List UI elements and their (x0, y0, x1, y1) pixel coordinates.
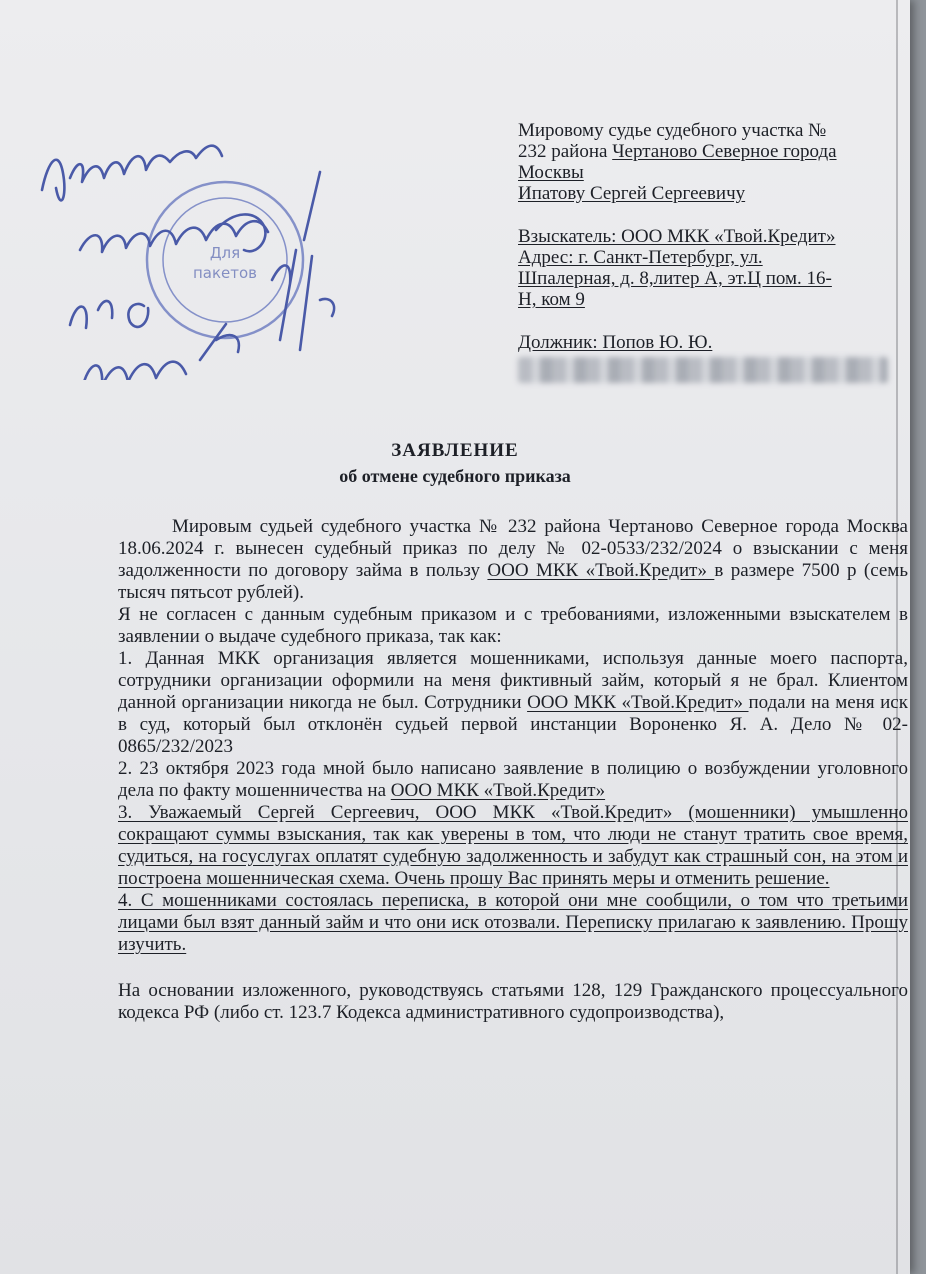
claimant-label: Взыскатель: ООО МКК «Твой.Кредит» (518, 226, 836, 247)
debtor-label: Должник: Попов Ю. Ю. (518, 332, 713, 353)
paragraph-1-end: в размере 7500 р (семь тысяч пятьсот рублей). (118, 560, 908, 603)
handwriting-strokes (42, 146, 334, 380)
claimant-address-1: Адрес: г. Санкт-Петербург, ул. (518, 247, 763, 268)
document-title: ЗАЯВЛЕНИЕ (391, 440, 519, 461)
item-1-text-end: подали на меня иск в суд, который был отклонён судьей первой инстанции Вороненко Я. А. Дело № 02-0865/232/2023 (118, 692, 908, 757)
item-2 (118, 758, 908, 802)
redacted-address (518, 357, 888, 383)
item-4: 4. С мошенниками состоялась переписка, в которой они мне сообщили, о том что третьими лицами был взят данный займ и что они иск отозвали. Переписку прилагаю к заявлению. Прошу изучить. (118, 890, 908, 955)
addressee-line-3: Москвы (518, 162, 584, 183)
document-subtitle: об отмене судебного приказа (339, 466, 571, 486)
judge-name: Ипатову Сергей Сергеевичу (518, 183, 746, 204)
item-1-org: ООО МКК «Твой.Кредит» (527, 692, 749, 713)
final-paragraph: На основании изложенного, руководствуясь статьями 128, 129 Гражданского процессуального кодекса РФ (либо ст. 123.7 Кодекса административного судопроизводства), (118, 980, 908, 1023)
addressee-line-1: Мировому судье судебного участка № (518, 120, 827, 141)
paragraph-1-org: ООО МКК «Твой.Кредит» (487, 560, 715, 581)
handwritten-note (20, 60, 420, 380)
addressee-line-2-underlined: Чертаново Северное города (612, 141, 837, 162)
item-2-text: 2. 23 октября 2023 года мной было написано заявление в полицию о возбуждении уголовного дела по факту мошенничества на (118, 758, 908, 801)
addressee-block (518, 120, 918, 383)
claimant-address-3: Н, ком 9 (518, 289, 585, 310)
claimant-address-2: Шпалерная, д. 8,литер А, эт.Ц пом. 16- (518, 268, 832, 289)
stamp-text: Для (209, 244, 241, 262)
paragraph-1 (118, 516, 908, 604)
paragraph-2: Я не согласен с данным судебным приказом и с требованиями, изложенными взыскателем в заявлении о выдаче судебного приказа, так как: (118, 604, 908, 647)
document-body (118, 516, 908, 1024)
stamp-text-2: пакетов (192, 264, 258, 282)
addressee-line-2 (518, 141, 918, 162)
addressee-line-2-plain: 232 района (518, 141, 613, 162)
reception-stamp-area (20, 60, 420, 380)
item-1-text: 1. Данная МКК организация является мошенниками, используя данные моего паспорта, сотрудники организации оформили на меня фиктивный займ, который я не брал. Клиентом данной организации никогда не был. Сотрудники (118, 648, 908, 713)
item-1 (118, 648, 908, 758)
item-2-org: ООО МКК «Твой.Кредит» (390, 780, 606, 801)
paragraph-1-text: Мировым судьей судебного участка № 232 района Чертаново Северное города Москва 18.06.2024 г. вынесен судебный приказ по делу № 02-0533/232/2024 о взыскании с меня задолженности по договору займа в пользу (118, 516, 908, 581)
item-3: 3. Уважаемый Сергей Сергеевич, ООО МКК «Твой.Кредит» (мошенники) умышленно сокращают суммы взыскания, так как уверены в том, что люди не станут тратить свое время, судиться, на госуслугах оплатят судебную задолженность и забудут как страшный сон, на этом и построена мошенническая схема. Очень прошу Вас принять меры и отменить решение. (118, 802, 908, 889)
